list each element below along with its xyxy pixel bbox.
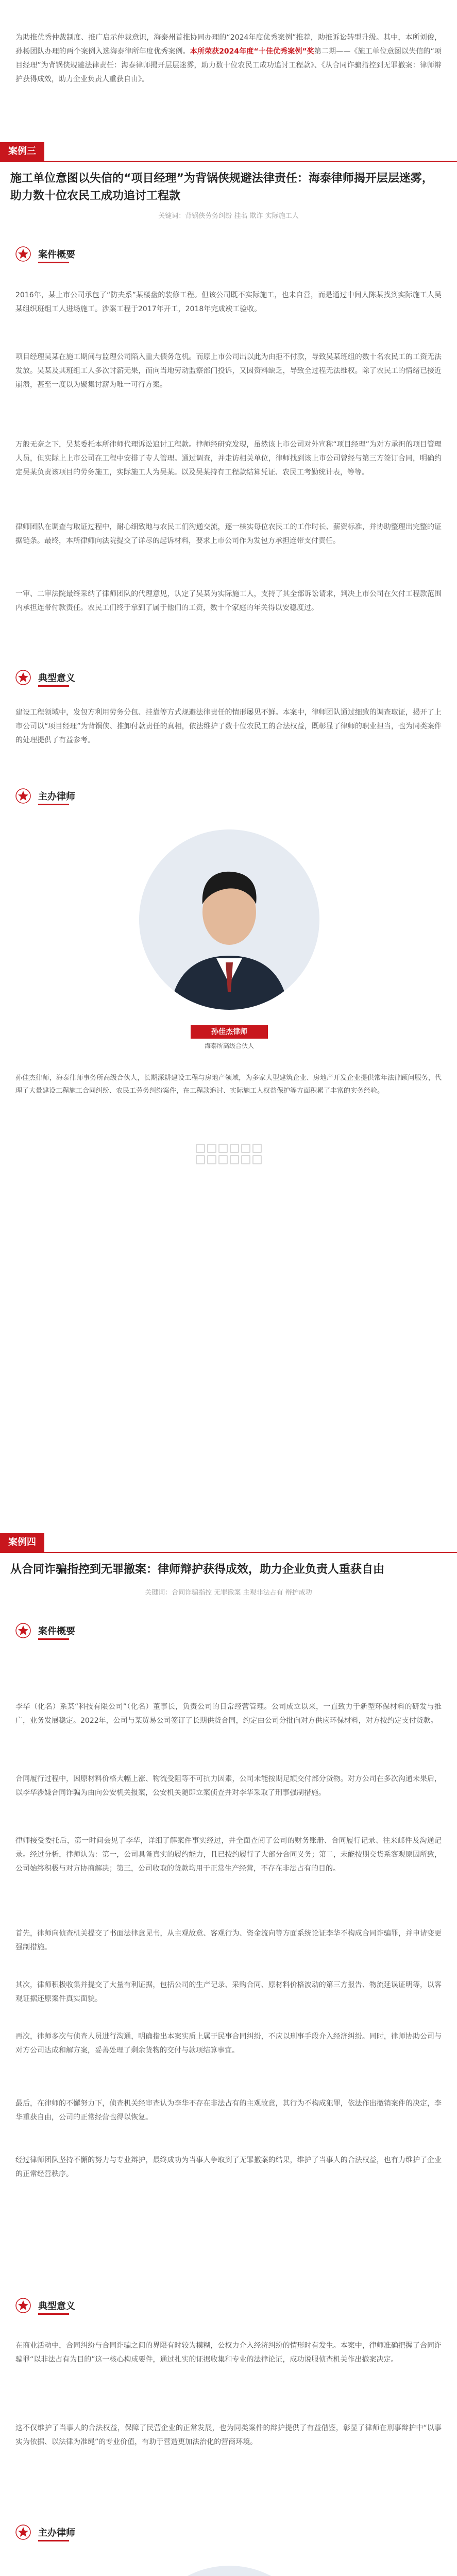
section-underline (38, 262, 69, 263)
paragraph: 在商业活动中，合同纠纷与合同诈骗之间的界限有时较为模糊，公权力介入经济纠纷的情形时有发生。本案中，律师准确把握了合同诈骗罪“以非法占有为目的”这一核心构成要件，通过扎实的证据收集和专业的法律论证，成功说服侦查机关作出撤案决定。 (15, 2342, 442, 2364)
decorative-dots (196, 1144, 263, 1164)
lawyer-portrait (139, 2566, 319, 2576)
section-underline (38, 685, 69, 687)
case-divider (0, 161, 457, 162)
lawyer-portrait (139, 829, 319, 1010)
section-underline (38, 2313, 69, 2315)
paragraph: 项目经理吴某在施工期间与监理公司陷入重大债务危机。而原上市公司出以此为由拒不付款，导致吴某班组的数十名农民工的工资无法发放。吴某及其班组工人多次讨薪无果，而向当地劳动监察部门投诉，又因资料缺乏，导致全过程无法维权。除了农民工的情绪已接近崩溃，甚至一度以为聚集讨薪为唯一可行方案。 (15, 353, 442, 389)
red-star-icon (15, 246, 31, 262)
paragraph: 李华（化名）系某“科技有限公司”（化名）董事长，负责公司的日常经营管理。公司成立以来，一直致力于新型环保材料的研发与推广，业务发展稳定。2022年，公司与某贸易公司签订了长期供货合同，约定由公司分批向对方供应环保材料，对方按约定支付货款。 (15, 1703, 442, 1725)
red-star-icon (15, 670, 31, 685)
intro-text-2: 第二期——《施工单位意图以失信的“项目经理”为背锅侠规避法律责任：海泰律师揭开层层迷雾，助力数十位农民工成功追讨工程款》、《从合同诈骗指控到无罪撤案：律师辩护获得成效，助力企业负责人重获自由》。 (15, 47, 442, 83)
paragraph: 合同履行过程中，因原材料价格大幅上涨、物流受阻等不可抗力因素，公司未能按期足额交付部分货物。对方公司在多次沟通未果后，以李华涉嫌合同诈骗为由向公安机关报案，公安机关随即立案侦查并对李华采取了刑事强制措施。 (15, 1775, 442, 1797)
paragraph: 律师团队在调查与取证过程中，耐心细致地与农民工们沟通交流，逐一核实每位农民工的工作时长、薪资标准，并协助整理出完整的证据链条。最终，本所律师向法院提交了详尽的起诉材料，要求上市公司作为发包方承担连带支付责任。 (15, 523, 442, 545)
red-star-icon (15, 2298, 31, 2313)
red-star-icon (15, 2524, 31, 2540)
lawyer-bio: 孙佳杰律师，海泰律师事务所高级合伙人，长期深耕建设工程与房地产领域，为多家大型建筑企业、房地产开发企业提供常年法律顾问服务，代理了大量建设工程施工合同纠纷、农民工劳务纠纷案件，在工程款追讨、实际施工人权益保护等方面积累了丰富的实务经验。 (15, 1074, 442, 1095)
case-badge: 案例四 (0, 1533, 44, 1552)
lawyer-name: 孙佳杰律师 (191, 1025, 268, 1039)
paragraph: 建设工程领域中，发包方利用劳务分包、挂靠等方式规避法律责任的情形屡见不鲜。本案中，律师团队通过细致的调查取证，揭开了上市公司以“项目经理”为背锅侠、推卸付款责任的真相，依法维护了数十位农民工的合法权益，既彰显了律师的职业担当，也为同类案件的处理提供了有益参考。 (15, 708, 442, 744)
section-title: 案件概要 (38, 1626, 75, 1637)
paragraph: 经过律师团队坚持不懈的努力与专业辩护，最终成功为当事人争取到了无罪撤案的结果，维护了当事人的合法权益，也有力维护了企业的正常经营秩序。 (15, 2156, 442, 2178)
intro-paragraph (15, 31, 442, 87)
section-underline (38, 1638, 69, 1640)
case-keywords: 关键词：背锅侠劳务纠纷 挂名 欺诈 实际施工人 (158, 212, 299, 220)
paragraph: 一审、二审法院最终采纳了律师团队的代理意见，认定了吴某为实际施工人，支持了其全部诉讼请求，判决上市公司在欠付工程款范围内承担连带付款责任。农民工们终于拿到了属于他们的工资，数十个家庭的年关得以安稳度过。 (15, 590, 442, 612)
lawyer-role: 海泰所高级合伙人 (204, 1042, 254, 1049)
lawyer-photo (139, 829, 319, 1010)
case-title: 从合同诈骗指控到无罪撤案：律师辩护获得成效，助力企业负责人重获自由 (10, 1563, 385, 1576)
section-title: 主办律师 (38, 791, 75, 802)
section-title: 典型意义 (38, 2301, 75, 2312)
lawyer-nameplate (191, 1025, 268, 1051)
section-underline (38, 2540, 69, 2541)
case-divider (0, 1552, 457, 1553)
section-title: 主办律师 (38, 2528, 75, 2538)
intro-highlight: 本所荣获2024年度“十佳优秀案例”奖 (190, 47, 314, 56)
section-title: 典型意义 (38, 673, 75, 684)
red-star-icon (15, 788, 31, 804)
paragraph: 律师接受委托后，第一时间会见了李华，详细了解案件事实经过，并全面查阅了公司的财务账册、合同履行记录、往来邮件及沟通记录。经过分析，律师认为：第一，公司具备真实的履约能力，且已按约履行了大部分合同义务；第二，未能按期交货系客观原因所致，公司始终积极与对方协商解决；第三，公司收取的货款均用于正常生产经营，不存在非法占有的目的。 (15, 1837, 442, 1873)
paragraph: 这不仅维护了当事人的合法权益，保障了民营企业的正常发展，也为同类案件的辩护提供了有益借鉴，彰显了律师在刑事辩护中“以事实为依据、以法律为准绳”的专业价值，有助于营造更加法治化的营商环境。 (15, 2424, 442, 2446)
paragraph: 万般无奈之下，吴某委托本所律师代理诉讼追讨工程款。律师经研究发现，虽然该上市公司对外宣称“项目经理”为对方承担的项目管理人员，但实际上上市公司在工程中安排了专人管理。通过调查，并走访相关单位，律师找到该上市公司曾经与第三方签订合同，明确约定吴某负责该项目的劳务施工，实际施工人为吴某。以及吴某持有工程款结算凭证、农民工考勤统计表，等等。 (15, 440, 442, 477)
paragraph: 再次，律师多次与侦查人员进行沟通，明确指出本案实质上属于民事合同纠纷，不应以刑事手段介入经济纠纷。同时，律师协助公司与对方公司达成和解方案，妥善处理了剩余货物的交付与款项结算事宜。 (15, 2032, 442, 2055)
paragraph: 最后，在律师的不懈努力下，侦查机关经审查认为李华不存在非法占有的主观故意，其行为不构成犯罪，依法作出撤销案件的决定，李华重获自由，公司的正常经营也得以恢复。 (15, 2099, 442, 2122)
case-title: 施工单位意图以失信的“项目经理”为背锅侠规避法律责任：海泰律师揭开层层迷雾，助力数十位农民工成功追讨工程款 (10, 172, 433, 202)
case-keywords: 关键词：合同诈骗指控 无罪撤案 主观非法占有 辩护成功 (145, 1589, 312, 1597)
red-star-icon (15, 1623, 31, 1638)
section-title: 案件概要 (38, 249, 75, 260)
intro-text: 为助推优秀仲裁制度、推广启示仲裁意识，海泰州首推协同办理的“2024年度优秀案例”推荐，助推诉讼转型升级。其中，本所刘俊，孙杨团队办理的两个案例入选海泰律所年度优秀案例。 (15, 33, 442, 56)
lawyer-photo (139, 2566, 319, 2576)
case-badge: 案例三 (0, 142, 44, 161)
section-underline (38, 804, 69, 805)
paragraph: 首先，律师向侦查机关提交了书面法律意见书，从主观故意、客观行为、资金流向等方面系统论证李华不构成合同诈骗罪，并申请变更强制措施。 (15, 1929, 442, 1952)
paragraph: 2016年，某上市公司承包了“防夫系”某楼盘的装修工程。但该公司既不实际施工，也未自营，而是通过中间人陈某找到实际施工人吴某组织班组工人进场施工。涉案工程于2017年开工，2018年完成竣工验收。 (15, 291, 442, 313)
paragraph: 其次，律师积极收集并提交了大量有利证据，包括公司的生产记录、采购合同、原材料价格波动的第三方报告、物流延误证明等，以客观证据还原案件真实面貌。 (15, 1981, 442, 2003)
